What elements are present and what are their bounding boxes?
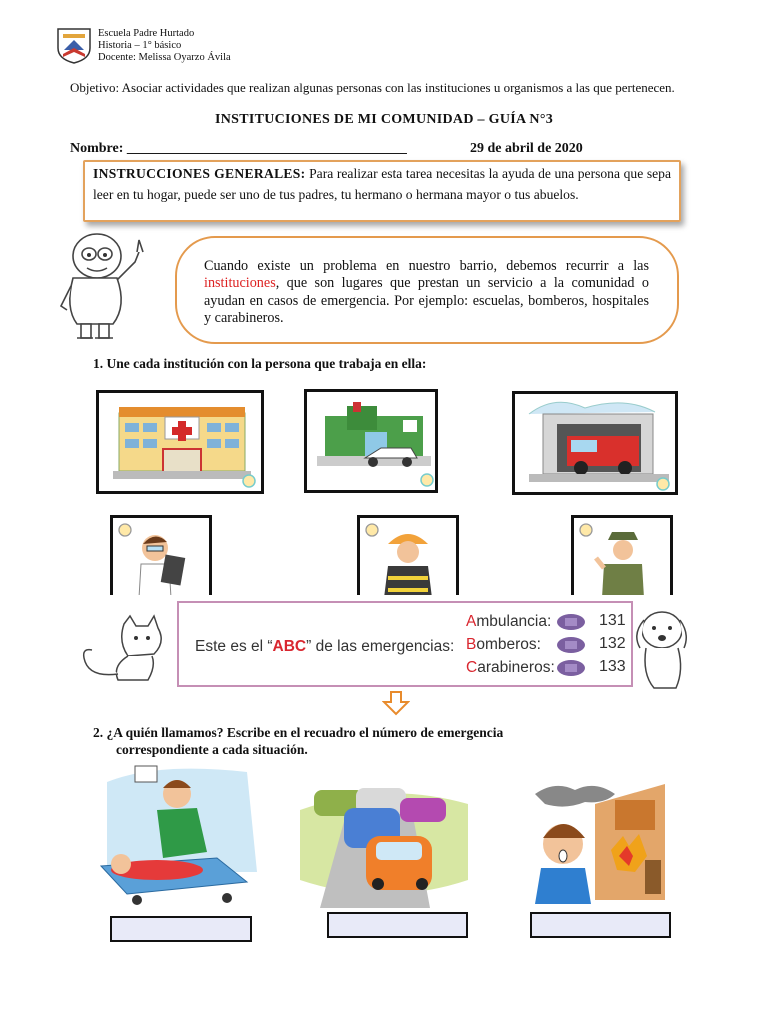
fire-station-card[interactable]: [512, 391, 678, 495]
bubble-text-end: , que son lugares que prestan un servicio a la comunidad o ayudan en casos de emergencia. Por ejemplo: escuelas, bomberos, hospitales y carabineros.: [204, 275, 649, 326]
instructions-text: Para realizar esta tarea necesitas la ayuda de una persona que sepa leer en tu hogar, puede ser uno de tus padres, tu hermano o hermana mayor o tus abuelos.: [93, 166, 671, 202]
car-crash-illustration: [300, 780, 468, 908]
abc-number: 133: [599, 658, 626, 675]
abc-number: 132: [599, 635, 626, 652]
question-1: 1. Une cada institución con la persona que trabaja en ella:: [93, 356, 427, 371]
doctor-icon: [113, 518, 209, 595]
hospital-icon: [99, 393, 261, 491]
doctor-card[interactable]: [110, 515, 212, 595]
objective: Objetivo: Asociar actividades que realizan algunas personas con las instituciones u organismos a las que pertenecen.: [70, 80, 675, 95]
abc-emergencies-box: [177, 601, 633, 687]
page-title: INSTITUCIONES DE MI COMUNIDAD – GUÍA N°3: [214, 112, 554, 127]
answer-box-2[interactable]: [327, 912, 468, 938]
school-name: Escuela Padre Hurtado: [98, 28, 195, 39]
abc-label: mbulancia:: [476, 613, 552, 630]
abc-row-firefighters: [466, 636, 541, 654]
instructions-heading: INSTRUCCIONES GENERALES:: [93, 166, 306, 181]
abc-lead-highlight: ABC: [272, 638, 307, 655]
abc-lead-text: [195, 638, 454, 656]
teacher-line: Docente: Melissa Oyarzo Ávila: [98, 52, 231, 63]
name-date-row: [70, 141, 610, 157]
abc-initial: B: [466, 636, 477, 653]
injured-person-illustration: [97, 762, 267, 912]
character-illustration: [55, 228, 155, 344]
firefighter-icon: [360, 518, 456, 595]
abc-number: 131: [599, 612, 626, 629]
abc-label: arabineros:: [477, 659, 555, 676]
house-fire-illustration: [515, 780, 670, 904]
abc-initial: A: [466, 613, 477, 630]
police-officer-icon: [574, 518, 670, 595]
dog-illustration: [632, 604, 692, 690]
date: 29 de abril de 2020: [470, 141, 583, 156]
instructions-box: [83, 160, 681, 222]
phone-icon: [555, 659, 587, 677]
bubble-highlight: instituciones: [204, 275, 276, 292]
hospital-card[interactable]: [96, 390, 264, 494]
school-header: [98, 28, 231, 64]
police-station-icon: [307, 392, 435, 490]
fire-station-icon: [515, 394, 675, 492]
name-field[interactable]: Nombre: ________________________________________: [70, 141, 407, 156]
school-logo-icon: [55, 26, 93, 64]
question-2: [93, 724, 503, 758]
abc-initial: C: [466, 659, 478, 676]
down-arrow-icon: [382, 690, 410, 716]
abc-lead-after: ” de las emergencias:: [306, 638, 455, 655]
bubble-text-start: Cuando existe un problema en nuestro barrio, debemos recurrir a las: [204, 258, 649, 274]
abc-label: omberos:: [476, 636, 541, 653]
police-station-card[interactable]: [304, 389, 438, 493]
abc-lead-before: Este es el “: [195, 638, 273, 655]
police-officer-card[interactable]: [571, 515, 673, 595]
question-2-line-2: correspondiente a cada situación.: [116, 742, 308, 757]
answer-box-3[interactable]: [530, 912, 671, 938]
speech-bubble: [175, 236, 679, 344]
abc-row-carabineros: [466, 659, 555, 677]
phone-icon: [555, 636, 587, 654]
question-2-line-1: 2. ¿A quién llamamos? Escribe en el recuadro el número de emergencia: [93, 725, 504, 740]
phone-icon: [555, 613, 587, 631]
firefighter-card[interactable]: [357, 515, 459, 595]
subject-line: Historia – 1° básico: [98, 40, 182, 51]
abc-row-ambulance: [466, 613, 551, 631]
cat-illustration: [78, 614, 176, 684]
answer-box-1[interactable]: [110, 916, 252, 942]
